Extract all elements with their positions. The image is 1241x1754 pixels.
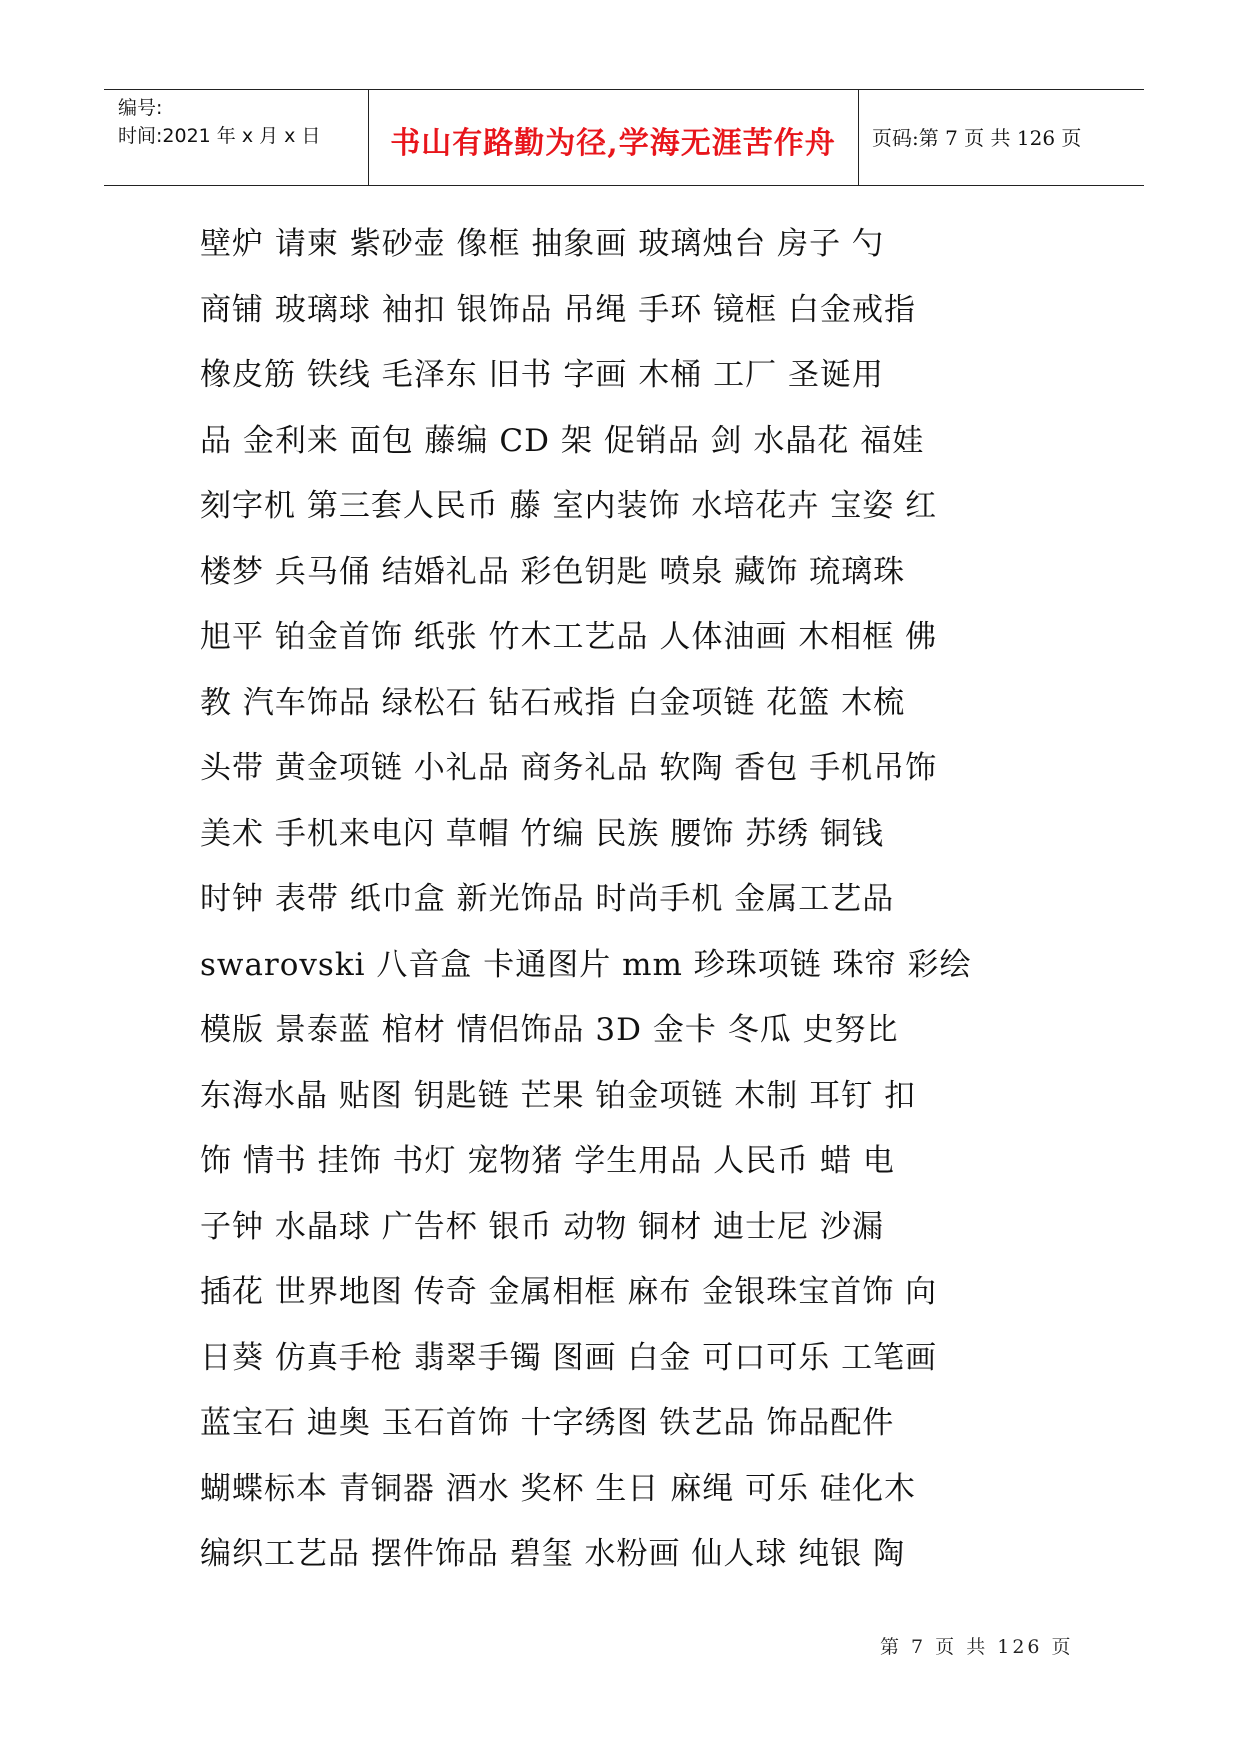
text-line: 美术 手机来电闪 草帽 竹编 民族 腰饰 苏绣 铜钱 <box>200 815 884 852</box>
keyword-body <box>200 212 1060 1588</box>
text-line: 编织工艺品 摆件饰品 碧玺 水粉画 仙人球 纯银 陶 <box>200 1536 906 1572</box>
text-line: 刻字机 第三套人民币 藤 室内装饰 水培花卉 宝姿 红 <box>200 488 938 524</box>
text-line: swarovski 八音盒 卡通图片 mm 珍珠项链 珠帘 彩绘 <box>200 946 972 983</box>
text-line: 饰 情书 挂饰 书灯 宠物猪 学生用品 人民币 蜡 电 <box>200 1143 895 1179</box>
text-line: 橡皮筋 铁线 毛泽东 旧书 字画 木桶 工厂 圣诞用 <box>200 357 884 393</box>
text-line: 商铺 玻璃球 袖扣 银饰品 吊绳 手环 镜框 白金戒指 <box>200 291 916 328</box>
text-line: 壁炉 请柬 紫砂壶 像框 抽象画 玻璃烛台 房子 勺 <box>200 226 884 262</box>
header-page-label: 页码:第 7 页 共 126 页 <box>872 126 1082 150</box>
text-line: 日葵 仿真手枪 翡翠手镯 图画 白金 可口可乐 工笔画 <box>200 1339 938 1376</box>
text-line: 蝴蝶标本 青铜器 酒水 奖杯 生日 麻绳 可乐 硅化木 <box>200 1470 916 1507</box>
page-header <box>104 89 1144 186</box>
number-label: 编号: <box>118 97 163 119</box>
text-line: 楼梦 兵马俑 结婚礼品 彩色钥匙 喷泉 藏饰 琉璃珠 <box>200 553 906 590</box>
text-line: 模版 景泰蓝 棺材 情侣饰品 3D 金卡 冬瓜 史努比 <box>200 1012 899 1048</box>
text-line: 旭平 铂金首饰 纸张 竹木工艺品 人体油画 木相框 佛 <box>200 619 938 655</box>
header-motto: 书山有路勤为径,学海无涯苦作舟 <box>390 126 836 161</box>
text-line: 东海水晶 贴图 钥匙链 芒果 铂金项链 木制 耳钉 扣 <box>200 1077 916 1114</box>
text-line: 子钟 水晶球 广告杯 银币 动物 铜材 迪士尼 沙漏 <box>200 1208 884 1245</box>
header-divider <box>368 90 369 185</box>
time-label: 时间:2021 年 x 月 x 日 <box>118 125 321 147</box>
text-line: 头带 黄金项链 小礼品 商务礼品 软陶 香包 手机吊饰 <box>200 750 938 786</box>
text-line: 蓝宝石 迪奥 玉石首饰 十字绣图 铁艺品 饰品配件 <box>200 1405 895 1441</box>
text-line: 时钟 表带 纸巾盒 新光饰品 时尚手机 金属工艺品 <box>200 881 895 917</box>
page-footer: 第 7 页 共 126 页 <box>880 1636 1074 1658</box>
text-line: 插花 世界地图 传奇 金属相框 麻布 金银珠宝首饰 向 <box>200 1274 938 1310</box>
text-line: 教 汽车饰品 绿松石 钻石戒指 白金项链 花篮 木梳 <box>200 684 906 721</box>
header-divider <box>858 90 859 185</box>
text-line: 品 金利来 面包 藤编 CD 架 促销品 剑 水晶花 福娃 <box>200 422 925 459</box>
header-meta <box>118 94 320 150</box>
